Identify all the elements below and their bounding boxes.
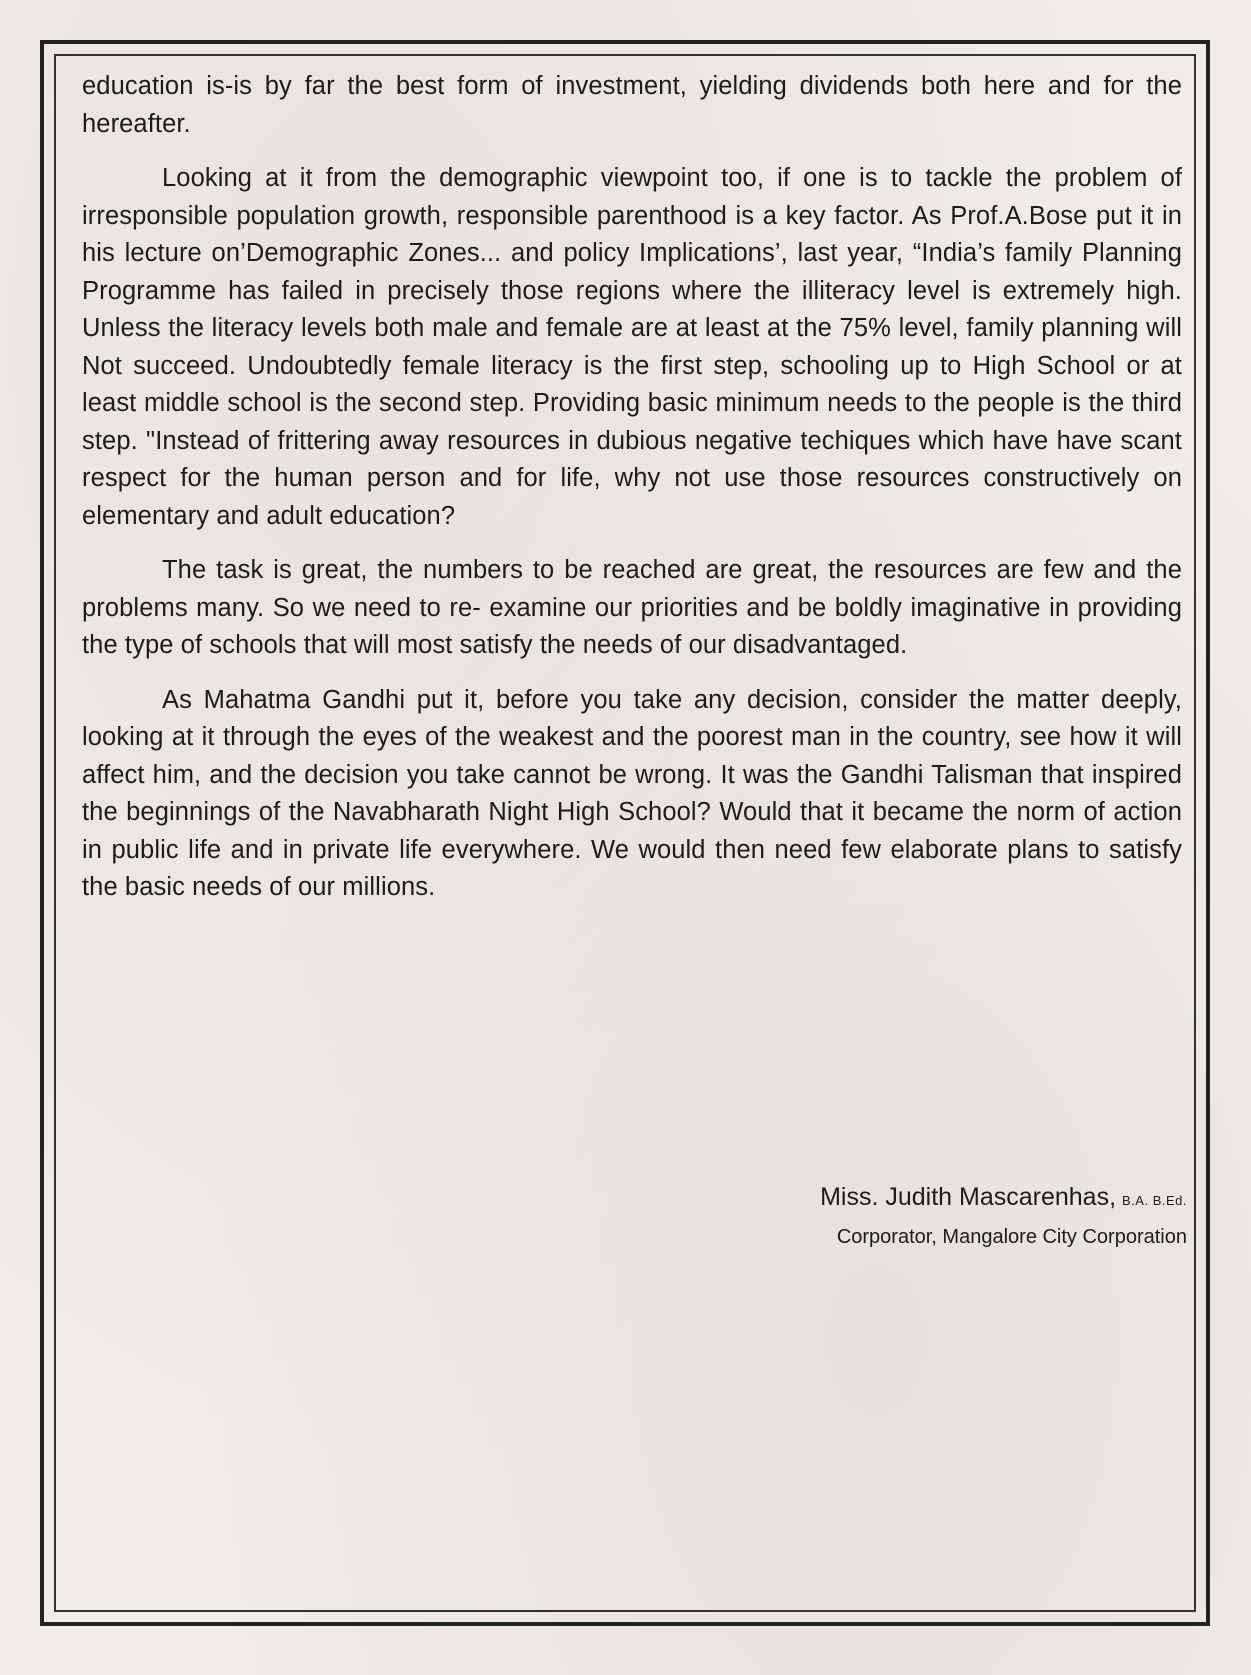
paragraph-3: The task is great, the numbers to be reached are great, the resources are few and the problems many. So we need to re- examine our priorities and be boldly imaginative in providing the type of schools that will most satisfy the needs of our disadvantaged. — [82, 556, 1182, 659]
signature-line — [820, 1180, 1187, 1218]
article-body — [82, 68, 1182, 924]
signature-title: Corporator, Mangalore City Corporation — [836, 1226, 1187, 1248]
paragraph-1: education is-is by far the best form of investment, yielding dividends both here and for the hereafter. — [82, 72, 1182, 138]
paragraph-2: Looking at it from the demographic viewpoint too, if one is to tackle the problem of irresponsible population growth, responsible parenthood is a key factor. As Prof.A.Bose put it in his lecture on’Demographic Zones... and policy Implications’, last year, “India’s family Planning Programme has failed in precisely those regions where the illiteracy level is extremely high. Unless the literacy levels both male and female are at least at the 75% level, family planning will Not succeed. Undoubtedly female literacy is the first step, schooling up to High School or at least middle school is the second step. Providing basic minimum needs to the people is the third step. "Instead of frittering away resources in dubious negative techiques which have have scant respect for the human person and for life, why not use those resources constructively on elementary and adult education? — [82, 164, 1182, 530]
signature-degree: B.A. B.Ed. — [1122, 1193, 1187, 1208]
paragraph-4: As Mahatma Gandhi put it, before you take any decision, consider the matter deeply, looking at it through the eyes of the weakest and the poorest man in the country, see how it will affect him, and the decision you take cannot be wrong. It was the Gandhi Talisman that inspired the beginnings of the Navabharath Night High School? Would that it became the norm of action in public life and in private life everywhere. We would then need few elaborate plans to satisfy the basic needs of our millions. — [82, 685, 1182, 901]
signature-block — [820, 1180, 1187, 1252]
signature-name: Miss. Judith Mascarenhas, — [820, 1183, 1117, 1211]
